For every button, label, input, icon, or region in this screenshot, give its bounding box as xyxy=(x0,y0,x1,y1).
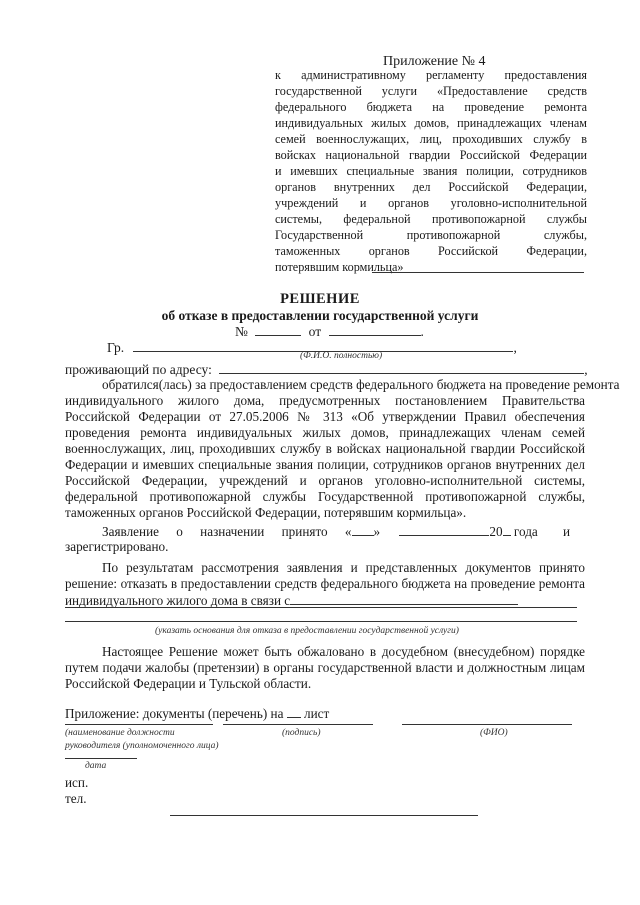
registration-year-prefix: 20 xyxy=(489,524,503,539)
registration-month-field[interactable] xyxy=(399,523,489,536)
appendix-line: органов внутренних дел Российской Федерации, xyxy=(275,180,587,194)
appendix-line: и имевших специальные звания полиции, сотрудников xyxy=(275,164,587,178)
position-caption-2: руководителя (уполномоченного лица) xyxy=(65,741,219,751)
attachment-line xyxy=(65,705,585,722)
paragraph-line: Федерации и имевших специальные звания полиции, сотрудников органов внутренних дел xyxy=(65,457,585,472)
footer-rule xyxy=(170,815,478,816)
paragraph-line: военнослужащих, лиц, проходивших службу в войсках национальной гвардии Российской xyxy=(65,441,585,456)
refusal-reason-field[interactable] xyxy=(290,592,518,605)
decision-number-line: № от . xyxy=(235,324,424,339)
date-caption: дата xyxy=(85,761,107,771)
appendix-line: к административному регламенту предоставления xyxy=(275,68,587,82)
appendix-line: Государственной противопожарной службы, xyxy=(275,228,587,242)
paragraph-line: обратился(лась) за предоставлением средств федерального бюджета на проведение ремонта xyxy=(102,377,620,392)
registration-line-2: зарегистрировано. xyxy=(65,539,169,554)
signature-caption: (подпись) xyxy=(282,728,321,738)
date-signature-line[interactable] xyxy=(65,758,137,759)
address-label: проживающий по адресу: xyxy=(65,362,212,377)
refusal-reason-blank[interactable] xyxy=(65,607,577,608)
paragraph-line: Российской Федерации от 27.05.2006 № 313 «Об утверждении Правил обеспечения xyxy=(65,409,585,424)
paragraph-line: индивидуального жилого дома, предусмотренных постановлением Правительства xyxy=(65,393,585,408)
name-caption: (ФИО) xyxy=(480,728,508,738)
refusal-line: По результатам рассмотрения заявления и представленных документов принято xyxy=(102,560,585,575)
appeal-line: Настоящее Решение может быть обжаловано в досудебном (внесудебном) порядке xyxy=(102,644,585,659)
citizen-row: Гр. , xyxy=(107,340,517,355)
registration-year-field[interactable] xyxy=(503,523,511,536)
appendix-line: семей военнослужащих, лиц, проходивших службу в xyxy=(275,132,587,146)
registration-end: года и xyxy=(513,524,571,539)
appendix-line: учреждений и органов уголовно-исполнительной xyxy=(275,196,587,210)
signature-line[interactable] xyxy=(223,724,373,725)
paragraph-line: таможенных органов Российской Федерации, потерявшим кормильца». xyxy=(65,505,467,520)
position-signature-line[interactable] xyxy=(65,724,213,725)
paragraph-line: федеральной противопожарной службы Государственной противопожарной службы, xyxy=(65,489,585,504)
number-label: № xyxy=(235,324,248,339)
decision-subtitle: об отказе в предоставлении государственной услуги xyxy=(161,308,479,323)
refusal-caption: (указать основания для отказа в предоставлении государственной услуги) xyxy=(155,626,459,636)
paragraph-line: проведения ремонта индивидуальных жилых домов, принадлежащих членам семей xyxy=(65,425,585,440)
date-label: от xyxy=(308,324,322,339)
paragraph-line: Российской Федерации, учреждений и органов уголовно-исполнительной системы, xyxy=(65,473,585,488)
refusal-line: решение: отказать в предоставлении средств федерального бюджета на проведение ремонта xyxy=(65,576,585,591)
address-field[interactable] xyxy=(219,361,584,374)
appeal-line: путем подачи жалобы (претензии) в органы государственной власти и должностным лицам xyxy=(65,660,585,675)
position-caption: (наименование должности xyxy=(65,728,175,738)
appendix-line: федерального бюджета на проведение ремонта xyxy=(275,100,587,114)
attachment-count-field[interactable] xyxy=(287,705,301,718)
name-signature-line[interactable] xyxy=(402,724,572,725)
decision-title: РЕШЕНИЕ xyxy=(280,291,360,307)
citizen-name-caption: (Ф.И.О. полностью) xyxy=(300,351,383,361)
appendix-line: войсках национальной гвардии Российской Федерации xyxy=(275,148,587,162)
appendix-line: индивидуальных жилых домов, принадлежащих членам xyxy=(275,116,587,130)
appendix-line: таможенных органов Российской Федерации, xyxy=(275,244,587,258)
registration-text: Заявление о назначении принято « xyxy=(102,524,352,539)
phone-label: тел. xyxy=(65,791,87,806)
executor-label: исп. xyxy=(65,775,89,790)
address-row: проживающий по адресу: , xyxy=(65,362,588,377)
appendix-title: Приложение № 4 xyxy=(383,54,486,69)
appendix-line: потерявшим кормильца» xyxy=(275,260,404,274)
approval-signature-line xyxy=(372,272,584,273)
date-field[interactable] xyxy=(329,323,421,336)
registration-line: Заявление о назначении принято « » 20 года и xyxy=(102,524,571,539)
refusal-reason-blank[interactable] xyxy=(65,621,577,622)
appendix-line: государственной услуги «Предоставление средств xyxy=(275,84,587,98)
refusal-reason-label: индивидуального жилого дома в связи с xyxy=(65,593,291,608)
attachment-suffix: лист xyxy=(304,706,330,721)
appendix-line: системы, федеральной противопожарной службы xyxy=(275,212,587,226)
attachment-label: Приложение: документы (перечень) на xyxy=(65,706,284,721)
number-field[interactable] xyxy=(255,323,301,336)
appeal-line: Российской Федерации и Тульской области. xyxy=(65,676,312,691)
registration-day-field[interactable] xyxy=(352,523,374,536)
citizen-label: Гр. xyxy=(107,340,125,355)
